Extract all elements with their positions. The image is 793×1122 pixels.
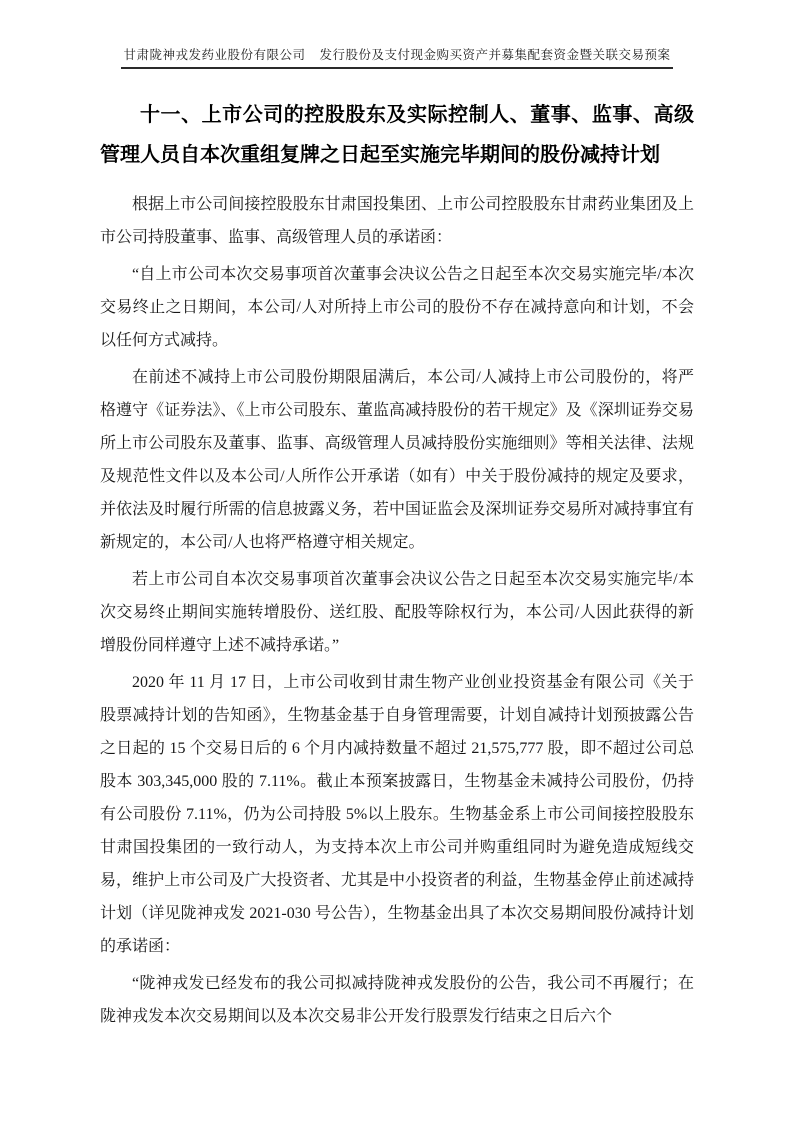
paragraph-commitment-3: 若上市公司自本次交易事项首次董事会决议公告之日起至本次交易实施完毕/本次交易终止期间实施转增股份、送红股、配股等除权行为，本公司/人因此获得的新增股份同样遵守上述不减持承诺。” (100, 571, 694, 654)
paragraph-commitment-2: 在前述不减持上市公司股份期限届满后，本公司/人减持上市公司股份的，将严格遵守《证券法》、《上市公司股东、董监高减持股份的若干规定》及《深圳证券交易所上市公司股东及董事、监事、高级管理人员减持股份实施细则》等相关法律、法规及规范性文件以及本公司/人所作公开承诺（如有）中关于股份减持的规定及要求，并依法及时履行所需的信息披露义务，若中国证监会及深圳证券交易所对减持事宜有新规定的，本公司/人也将严格遵守相关规定。 (100, 369, 694, 551)
paragraph-bio-fund: 2020 年 11 月 17 日，上市公司收到甘肃生物产业创业投资基金有限公司《关于股票减持计划的告知函》，生物基金基于自身管理需要，计划自减持计划预披露公告之日起的 15 个交易日后的 6 个月内减持数量不超过 21,575,777 股，即不超过公司总股本 303,345,000 股的 7.11%。截止本预案披露日，生物基金未减持公司股份，仍持有公司股份 7.11%，仍为公司持股 5%以上股东。生物基金系上市公司间接控股股东甘肃国投集团的一致行动人，为支持本次上市公司并购重组同时为避免造成短线交易，维护上市公司及广大投资者、尤其是中小投资者的利益，生物基金停止前述减持计划（详见陇神戎发 2021-030 号公告），生物基金出具了本次交易期间股份减持计划的承诺函： (100, 674, 694, 955)
header-doc-title: 发行股份及支付现金购买资产并募集配套资金暨关联交易预案 (319, 48, 671, 62)
paragraph-commitment-1: “自上市公司本次交易事项首次董事会决议公告之日起至本次交易实施完毕/本次交易终止之日期间，本公司/人对所持上市公司的股份不存在减持意向和计划，不会以任何方式减持。 (100, 266, 694, 349)
paragraph-bio-fund-commitment: “陇神戎发已经发布的我公司拟减持陇神戎发股份的公告，我公司不再履行；在陇神戎发本次交易期间以及本次交易非公开发行股票发行结束之日后六个 (100, 975, 694, 1025)
header-company-name: 甘肃陇神戎发药业股份有限公司 (123, 48, 306, 62)
section-title: 十一、上市公司的控股股东及实际控制人、董事、监事、高级管理人员自本次重组复牌之日起至实施完毕期间的股份减持计划 (100, 104, 694, 166)
page-header (80, 46, 714, 69)
page-header-rule (121, 47, 672, 69)
document-body (100, 188, 694, 1033)
paragraph-intro: 根据上市公司间接控股股东甘肃国投集团、上市公司控股股东甘肃药业集团及上市公司持股董事、监事、高级管理人员的承诺函： (100, 196, 694, 246)
